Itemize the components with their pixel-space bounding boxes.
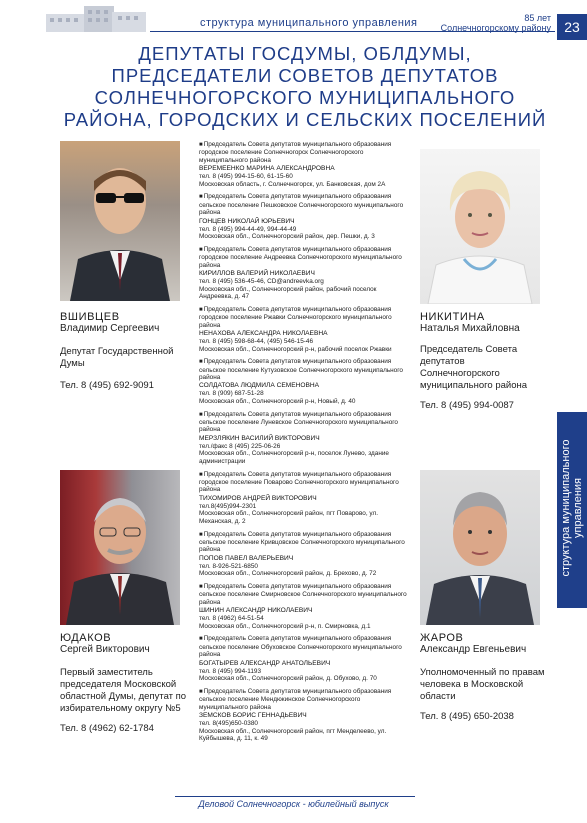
person-nikitina (420, 311, 545, 411)
person-post: Первый заместитель председателя Московской областной Думы, депутат по избирательному округу №5 (60, 667, 187, 714)
portrait-man-icon (60, 141, 180, 301)
person-post: Уполномоченный по правам человека в Московской области (420, 667, 545, 702)
photo-vshivtsev (60, 141, 180, 301)
entry-tel: тел. 8 (909) 687-51-28 (199, 390, 264, 398)
portrait-man-icon (420, 470, 540, 625)
person-name: Сергей Викторович (60, 644, 150, 655)
list-item (199, 688, 409, 743)
entry-name: КИРИЛЛОВ ВАЛЕРИЙ НИКОЛАЕВИЧ (199, 270, 315, 278)
entry-org: ■ Председатель Совета депутатов муниципального образования сельское поселение Мендюкинское Солнечногорского муниципального района (199, 688, 409, 711)
chairmen-list (199, 141, 409, 748)
person-name: Александр Евгеньевич (420, 644, 527, 655)
entry-address: Московская обл., Солнечногорский район, дер. Пешки, д. 3 (199, 233, 375, 241)
page-number: 23 (557, 14, 587, 40)
list-item (199, 635, 409, 682)
person-tel: Тел. 8 (495) 650-2038 (420, 711, 514, 722)
person-tel: Тел. 8 (495) 994-0087 (420, 400, 514, 411)
entry-address: Московская обл., Солнечногорский район, рабочий поселок Андреевка, д. 47 (199, 285, 377, 301)
building-logo-icon (40, 2, 150, 36)
list-item (199, 358, 409, 405)
list-item (199, 141, 409, 188)
entry-tel: тел. 8 (495) 994-44-49, 994-44-49 (199, 225, 297, 233)
entry-org: ■ Председатель Совета депутатов муниципального образования сельское поселение Обуховское Солнечногорского муниципального района (199, 635, 409, 658)
list-item (199, 193, 409, 240)
list-item (199, 583, 409, 630)
section-side-tab (557, 412, 587, 608)
list-item (199, 531, 409, 578)
entry-org: ■ Председатель Совета депутатов муниципального образования городское поселение Ржавки Солнечногорского муниципального района (199, 306, 409, 329)
entry-name: ТИХОМИРОВ АНДРЕЙ ВИКТОРОВИЧ (199, 494, 317, 502)
entry-tel: тел. 8 (495) 994-1193 (199, 667, 262, 675)
entry-address: Московская обл., Солнечногорский р-н, Новый, д. 40 (199, 398, 356, 406)
entry-name: ПОПОВ ПАВЕЛ ВАЛЕРЬЕВИЧ (199, 554, 294, 562)
page-title: ДЕПУТАТЫ ГОСДУМЫ, ОБЛДУМЫ, ПРЕДСЕДАТЕЛИ СОВЕТОВ ДЕПУТАТОВ СОЛНЕЧНОГОРСКОГО МУНИЦИПАЛЬНОГО РАЙОНА, ГОРОДСКИХ И СЕЛЬСКИХ ПОСЕЛЕНИЙ (63, 43, 547, 130)
person-name: Наталья Михайловна (420, 323, 520, 334)
entry-tel: тел. 8 (495) 994-15-60, 61-15-60 (199, 173, 293, 181)
entry-tel: тел. 8 (495) 598-68-44, (495) 546-15-46 (199, 338, 314, 346)
entry-name: ШИНИН АЛЕКСАНДР НИКОЛАЕВИЧ (199, 607, 313, 615)
person-tel: Тел. 8 (4962) 62-1784 (60, 723, 154, 734)
anniversary-top: 85 лет (524, 13, 551, 23)
person-surname: ВШИВЦЕВ (60, 311, 120, 323)
entry-tel: тел. 8 (4962) 64-51-54 (199, 615, 264, 623)
page-header (0, 0, 587, 40)
person-surname: ЖАРОВ (420, 632, 464, 644)
entry-address: Московская обл., Солнечногорский район, пгт Поварово, ул. Механская, д. 2 (199, 510, 378, 526)
person-yudakov (60, 632, 190, 734)
entry-name: СОЛДАТОВА ЛЮДМИЛА СЕМЕНОВНА (199, 382, 320, 390)
entry-org: ■ Председатель Совета депутатов муниципального образования сельское поселение Кутузовское Солнечногорского муниципального района (199, 358, 409, 381)
side-tab-label: структура муниципального управления (560, 439, 584, 577)
list-item (199, 471, 409, 526)
entry-org: ■ Председатель Совета депутатов муниципального образования городское поселение Солнечногорск Солнечногорского муниципального района (199, 141, 409, 164)
entry-tel: тел. 8(495)650-0380 (199, 720, 258, 728)
footer-rule (175, 796, 415, 797)
person-post: Депутат Государственной Думы (60, 346, 174, 369)
entry-name: ВЕРЕМЕЕНКО МАРИНА АЛЕКСАНДРОВНА (199, 165, 335, 173)
footer-text: Деловой Солнечногорск - юбилейный выпуск (198, 799, 389, 809)
entry-address: Московская обл., Солнечногорский р-н, п. Смирновка, д.1 (199, 622, 371, 630)
entry-name: ЗЕМСКОВ БОРИС ГЕННАДЬЕВИЧ (199, 712, 307, 720)
entry-name: БОГАТЫРЕВ АЛЕКСАНДР АНАТОЛЬЕВИЧ (199, 659, 331, 667)
anniversary-label (441, 13, 551, 33)
entry-org: ■ Председатель Совета депутатов муниципального образования сельское поселение Кривцовское Солнечногорского муниципального района (199, 531, 409, 554)
entry-org: ■ Председатель Совета депутатов муниципального образования сельское поселение Смирновское Солнечногорского муниципального района (199, 583, 409, 606)
entry-address: Московская обл., Солнечногорский р-н, поселок Лунево, здание администрации (199, 450, 389, 466)
list-item (199, 306, 409, 353)
list-item (199, 411, 409, 466)
entry-tel: тел. 8 (495) 536-45-46, CD@andreevka.org (199, 278, 324, 286)
person-surname: ЮДАКОВ (60, 632, 112, 644)
person-post: Председатель Совета депутатов Солнечногорского муниципального района (420, 344, 528, 391)
portrait-man-icon (60, 470, 180, 625)
entry-name: ГОНЦЕВ НИКОЛАЙ ЮРЬЕВИЧ (199, 217, 295, 225)
entry-org: ■ Председатель Совета депутатов муниципального образования городское поселение Поварово Солнечногорского муниципального района (199, 471, 409, 494)
photo-nikitina (420, 149, 540, 304)
photo-yudakov (60, 470, 180, 625)
entry-org: ■ Председатель Совета депутатов муниципального образования городское поселение Андреевка Солнечногорского муниципального района (199, 246, 409, 269)
entry-org: ■ Председатель Совета депутатов муниципального образования сельское поселение Луневское Солнечногорского муниципального района (199, 411, 409, 434)
entry-address: Московская область, г. Солнечногорск, ул. Банковская, дом 2А (199, 180, 386, 188)
entry-address: Московская обл., Солнечногорский район, д. Обухово, д. 70 (199, 675, 377, 683)
photo-zharov (420, 470, 540, 625)
portrait-woman-icon (420, 149, 540, 304)
anniversary-bottom: Солнечногорскому району (440, 23, 551, 33)
entry-address: Московская обл., Солнечногорский р-н, рабочий поселок Ржавки (199, 345, 392, 353)
person-tel: Тел. 8 (495) 692-9091 (60, 380, 154, 391)
list-item (199, 246, 409, 301)
entry-address: Московская обл., Солнечногорский район, пгт Менделеево, ул. Куйбышева, д. 11, к. 49 (199, 727, 387, 743)
entry-address: Московская обл., Солнечногорский район, д. Брехово, д. 72 (199, 570, 377, 578)
entry-org: ■ Председатель Совета депутатов муниципального образования сельское поселение Пешковское Солнечногорского муниципального района (199, 193, 409, 216)
person-vshivtsev (60, 311, 190, 391)
section-title: структура муниципального управления (200, 17, 418, 29)
person-name: Владимир Сергеевич (60, 323, 160, 334)
entry-name: МЕРЗЛЯКИН ВАСИЛИЙ ВИКТОРОВИЧ (199, 434, 320, 442)
entry-tel: тел. 8-926-521-6850 (199, 562, 258, 570)
person-zharov (420, 632, 545, 722)
person-surname: НИКИТИНА (420, 311, 485, 323)
entry-name: НЕНАХОВА АЛЕКСАНДРА НИКОЛАЕВНА (199, 330, 328, 338)
entry-tel: тел.8(495)994-2301 (199, 502, 257, 510)
entry-tel: тел./факс 8 (495) 225-06-26 (199, 442, 281, 450)
